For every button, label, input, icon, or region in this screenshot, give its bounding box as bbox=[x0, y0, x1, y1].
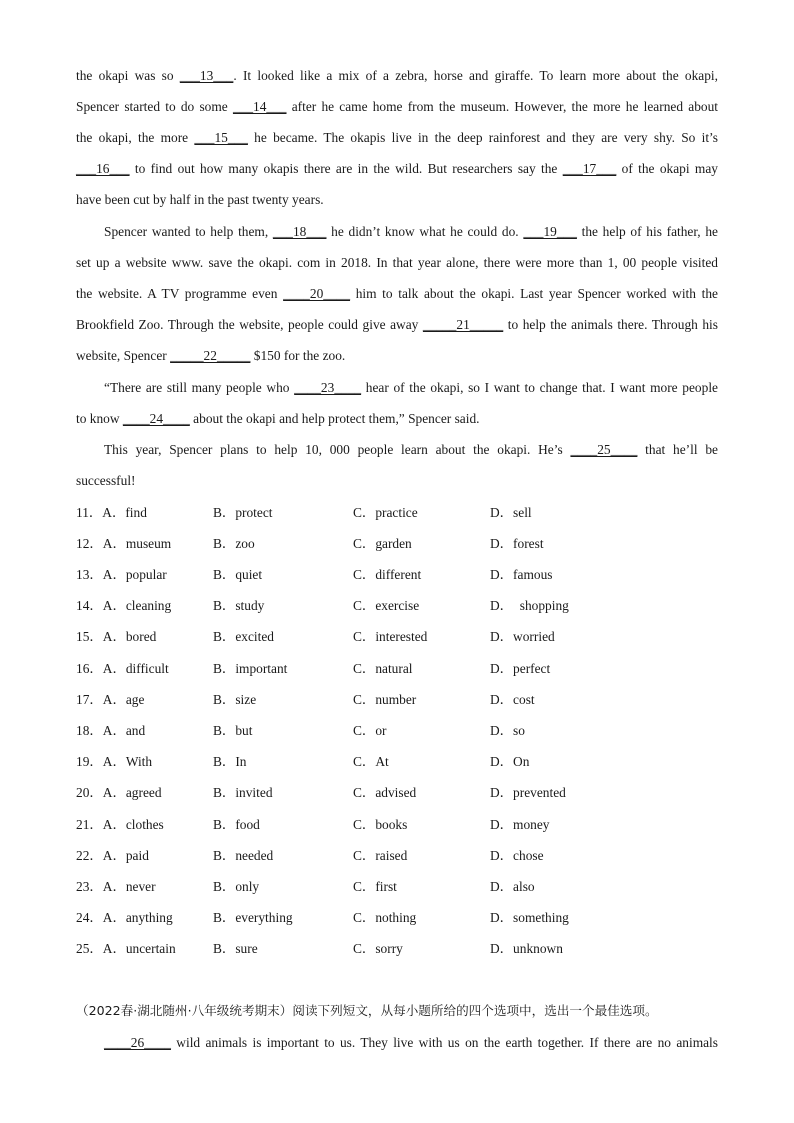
question-row bbox=[76, 535, 718, 553]
question-row bbox=[76, 784, 718, 802]
question-row bbox=[76, 816, 718, 834]
blank-20: ____20____ bbox=[283, 286, 351, 301]
question-row bbox=[76, 940, 718, 958]
option-d: D．forest bbox=[490, 536, 544, 551]
option-b: B．food bbox=[213, 817, 260, 832]
option-c: C．At bbox=[353, 754, 389, 769]
passage-line: ____26____ wild animals is important to us. They live with us on the earth together. If there are no animals bbox=[104, 1035, 718, 1050]
option-a: 23．A．never bbox=[76, 879, 156, 894]
option-c: C．natural bbox=[353, 661, 413, 676]
option-c: C．number bbox=[353, 692, 417, 707]
blank-13: ___13___ bbox=[179, 68, 234, 83]
blank-23: ____23____ bbox=[294, 380, 362, 395]
option-d: D．worried bbox=[490, 629, 555, 644]
option-a: 16．A．difficult bbox=[76, 661, 169, 676]
option-b: B．In bbox=[213, 754, 247, 769]
option-b: B．only bbox=[213, 879, 260, 894]
option-d: D．famous bbox=[490, 567, 553, 582]
option-d: D．unknown bbox=[490, 941, 563, 956]
question-row bbox=[76, 847, 718, 865]
option-c: C．interested bbox=[353, 629, 428, 644]
blank-16: ___16___ bbox=[76, 161, 130, 176]
option-b: B．needed bbox=[213, 848, 274, 863]
passage-line: ___16___ to find out how many okapis there are in the wild. But researchers say the ___17___ of the okapi may bbox=[76, 161, 718, 176]
passage-line: Brookfield Zoo. Through the website, people could give away _____21_____ to help the animals there. Through his bbox=[76, 317, 718, 332]
option-a: 25．A．uncertain bbox=[76, 941, 176, 956]
passage-line: the website. A TV programme even ____20____ him to talk about the okapi. Last year Spencer worked with the bbox=[76, 286, 718, 301]
passage-line: website, Spencer _____22_____ $150 for the zoo. bbox=[76, 348, 346, 363]
passage-line: successful! bbox=[76, 473, 136, 488]
option-b: B．protect bbox=[213, 505, 273, 520]
question-row bbox=[76, 691, 718, 709]
question-row bbox=[76, 504, 718, 522]
passage-line: This year, Spencer plans to help 10, 000 people learn about the okapi. He’s ____25____ that he’ll be bbox=[104, 442, 718, 457]
option-d: D．something bbox=[490, 910, 569, 925]
passage-line: have been cut by half in the past twenty years. bbox=[76, 192, 324, 207]
blank-15: ___15___ bbox=[194, 130, 248, 145]
option-b: B．invited bbox=[213, 785, 273, 800]
passage-line: the okapi was so ___13___. It looked like a mix of a zebra, horse and giraffe. To learn more about the okapi, bbox=[76, 68, 718, 83]
blank-26: ____26____ bbox=[104, 1035, 171, 1050]
option-b: B．but bbox=[213, 723, 253, 738]
option-a: 11．A．find bbox=[76, 505, 147, 520]
question-row bbox=[76, 909, 718, 927]
question-row bbox=[76, 597, 718, 615]
option-a: 13．A．popular bbox=[76, 567, 167, 582]
option-d: D．sell bbox=[490, 505, 532, 520]
passage-line: the okapi, the more ___15___ he became. The okapis live in the deep rainforest and they are very shy. So it’s bbox=[76, 130, 718, 145]
option-d: D．so bbox=[490, 723, 525, 738]
option-c: C．first bbox=[353, 879, 397, 894]
option-d: D． shopping bbox=[490, 598, 569, 613]
option-a: 20．A．agreed bbox=[76, 785, 162, 800]
option-c: C．raised bbox=[353, 848, 408, 863]
option-a: 22．A．paid bbox=[76, 848, 149, 863]
option-b: B．important bbox=[213, 661, 288, 676]
option-c: C．practice bbox=[353, 505, 418, 520]
passage-line: to know ____24____ about the okapi and help protect them,” Spencer said. bbox=[76, 411, 480, 426]
option-b: B．excited bbox=[213, 629, 274, 644]
option-a: 24．A．anything bbox=[76, 910, 173, 925]
question-row bbox=[76, 722, 718, 740]
option-c: C．different bbox=[353, 567, 422, 582]
question-row bbox=[76, 660, 718, 678]
option-c: C．or bbox=[353, 723, 387, 738]
option-b: B．quiet bbox=[213, 567, 263, 582]
option-a: 19．A．With bbox=[76, 754, 153, 769]
question-row bbox=[76, 753, 718, 771]
blank-25: ____25____ bbox=[570, 442, 638, 457]
blank-14: ___14___ bbox=[232, 99, 287, 114]
option-a: 12．A．museum bbox=[76, 536, 172, 551]
option-b: B．everything bbox=[213, 910, 293, 925]
option-c: C．exercise bbox=[353, 598, 420, 613]
passage-line: Spencer wanted to help them, ___18___ he didn’t know what he could do. ___19___ the help of his father, he bbox=[104, 224, 718, 239]
blank-17: ___17___ bbox=[562, 161, 617, 176]
option-c: C．nothing bbox=[353, 910, 417, 925]
option-d: D．also bbox=[490, 879, 535, 894]
passage-line: set up a website www. save the okapi. com in 2018. In that year alone, there were more than 1, 00 people visited bbox=[76, 255, 718, 270]
option-b: B．study bbox=[213, 598, 265, 613]
option-c: C．books bbox=[353, 817, 408, 832]
passage-line: “There are still many people who ____23____ hear of the okapi, so I want to change that. I want more people bbox=[104, 380, 718, 395]
option-c: C．sorry bbox=[353, 941, 403, 956]
option-d: D．prevented bbox=[490, 785, 566, 800]
option-b: B．sure bbox=[213, 941, 258, 956]
option-d: D．On bbox=[490, 754, 530, 769]
option-a: 14．A．cleaning bbox=[76, 598, 172, 613]
question-row bbox=[76, 628, 718, 646]
option-d: D．perfect bbox=[490, 661, 551, 676]
question-row bbox=[76, 566, 718, 584]
option-a: 21．A．clothes bbox=[76, 817, 164, 832]
blank-24: ____24____ bbox=[122, 411, 190, 426]
blank-21: _____21_____ bbox=[422, 317, 504, 332]
section-source-instruction: （2022春·湖北随州·八年级统考期末）阅读下列短文，从每小题所给的四个选项中，选出一个最佳选项。 bbox=[76, 1003, 658, 1018]
option-c: C．advised bbox=[353, 785, 417, 800]
option-d: D．chose bbox=[490, 848, 544, 863]
option-b: B．size bbox=[213, 692, 257, 707]
option-a: 18．A．and bbox=[76, 723, 146, 738]
blank-19: ___19___ bbox=[523, 224, 577, 239]
option-c: C．garden bbox=[353, 536, 412, 551]
option-a: 15．A．bored bbox=[76, 629, 157, 644]
blank-18: ___18___ bbox=[272, 224, 327, 239]
option-a: 17．A．age bbox=[76, 692, 145, 707]
blank-22: _____22_____ bbox=[170, 348, 251, 363]
option-b: B．zoo bbox=[213, 536, 255, 551]
question-row bbox=[76, 878, 718, 896]
option-d: D．cost bbox=[490, 692, 535, 707]
option-d: D．money bbox=[490, 817, 550, 832]
passage-line: Spencer started to do some ___14___ after he came home from the museum. However, the more he learned about bbox=[76, 99, 719, 114]
